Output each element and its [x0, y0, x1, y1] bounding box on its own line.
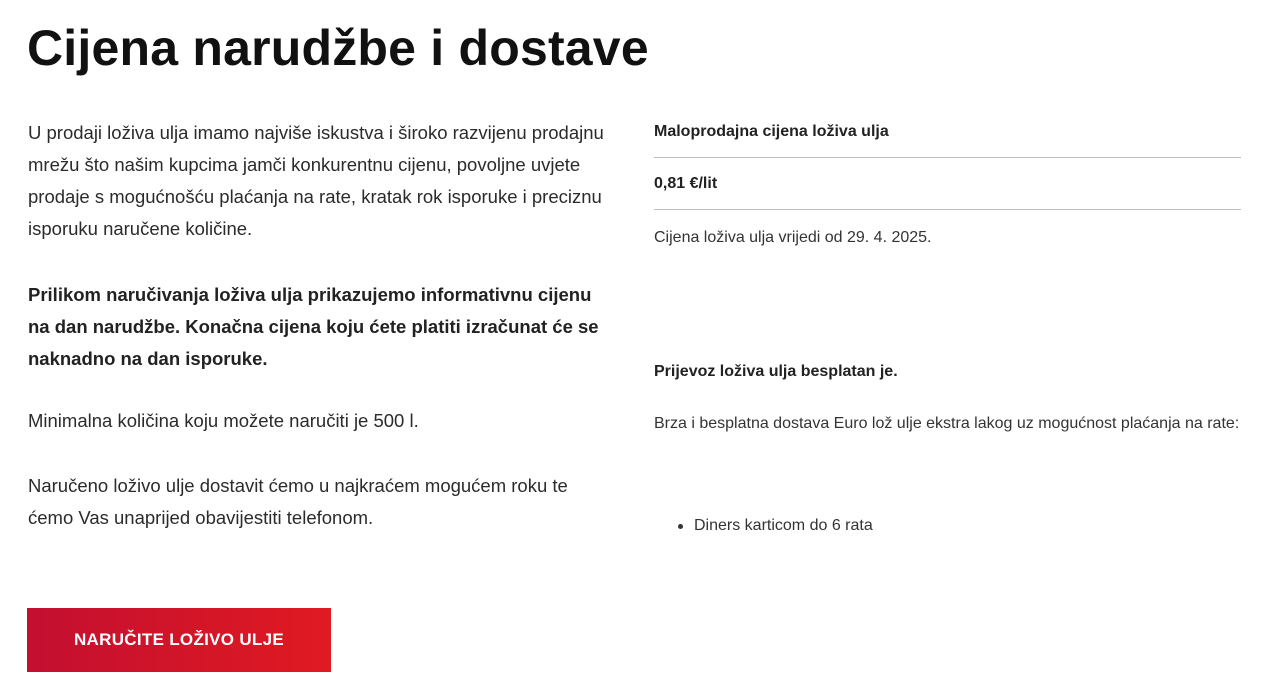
price-heading: Maloprodajna cijena loživa ulja: [654, 117, 1241, 158]
transport-text: Brza i besplatna dostava Euro lož ulje ekstra lakog uz mogućnost plaćanja na rate:: [654, 415, 1240, 432]
price-value: 0,81 €/lit: [654, 158, 1241, 210]
delivery-paragraph: Naručeno loživo ulje dostavit ćemo u najkraćem mogućem roku te ćemo Vas unaprijed obavijestiti telefonom.: [28, 475, 568, 528]
price-info-paragraph: Prilikom naručivanja loživa ulja prikazujemo informativnu cijenu na dan narudžbe. Konačna cijena koju ćete platiti izračunat će se naknadno na dan isporuke.: [28, 284, 599, 369]
payment-option-label: Diners karticom do 6 rata: [694, 517, 873, 534]
list-item: [654, 513, 873, 539]
bullet-icon: [678, 524, 683, 529]
page-title: Cijena narudžbe i dostave: [27, 20, 649, 76]
payment-options-list: [654, 513, 873, 539]
price-valid-note: Cijena loživa ulja vrijedi od 29. 4. 2025.: [654, 229, 932, 246]
price-panel: [654, 117, 1241, 251]
order-heating-oil-button[interactable]: NARUČITE LOŽIVO ULJE: [27, 608, 331, 672]
minimum-quantity-paragraph: Minimalna količina koju možete naručiti je 500 l.: [28, 410, 419, 431]
transport-title: Prijevoz loživa ulja besplatan je.: [654, 363, 898, 380]
intro-paragraph: U prodaji loživa ulja imamo najviše iskustva i široko razvijenu prodajnu mrežu što našim kupcima jamči konkurentnu cijenu, povoljne uvjete prodaje s mogućnošću plaćanja na rate, kratak rok isporuke i preciznu isporuku naručene količine.: [28, 122, 604, 239]
